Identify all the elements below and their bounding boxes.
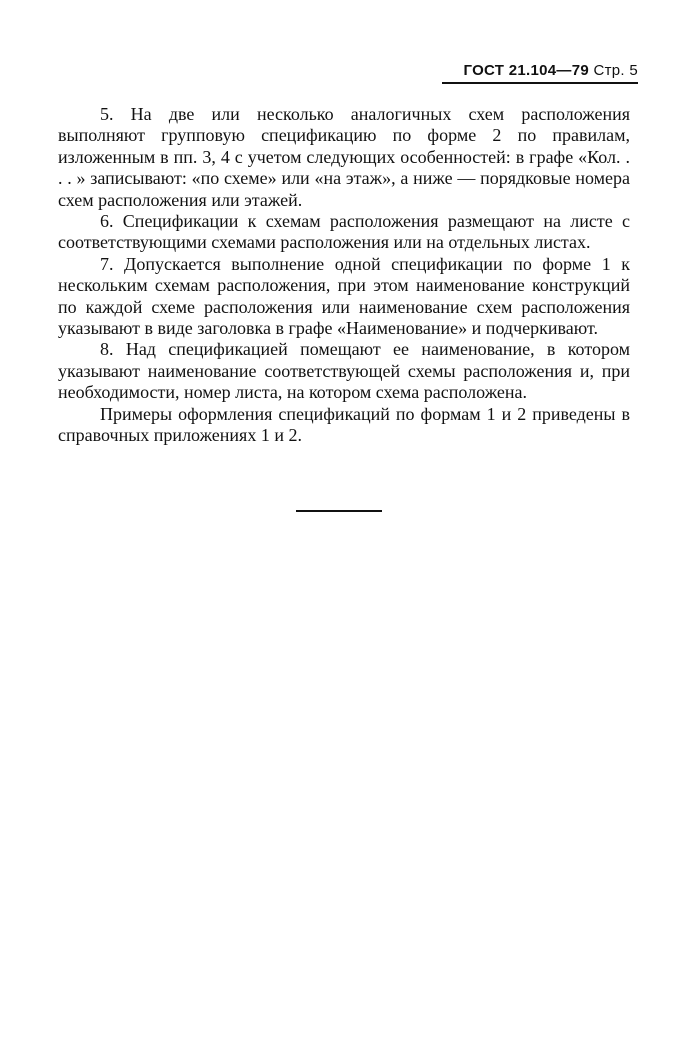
paragraph-8: 8. Над спецификацией помещают ее наименование, в котором указывают наименование соответствующей схемы расположения и, при необходимости, номер листа, на котором схема расположена. — [58, 339, 630, 403]
standard-number: ГОСТ 21.104—79 — [463, 62, 589, 79]
running-header — [442, 62, 638, 84]
page-number: Стр. 5 — [593, 62, 638, 79]
paragraph-5: 5. На две или несколько аналогичных схем расположения выполняют групповую спецификацию по форме 2 по правилам, изложенным в пп. 3, 4 с учетом следующих особенностей: в графе «Кол. . . . » записывают: «по схеме» или «на этаж», а ниже — порядковые номера схем расположения или этажей. — [58, 104, 630, 210]
paragraph-6: 6. Спецификации к схемам расположения размещают на листе с соответствующими схемами расположения или на отдельных листах. — [58, 211, 630, 253]
paragraph-7: 7. Допускается выполнение одной спецификации по форме 1 к нескольким схемам расположения, при этом наименование конструкций по каждой схеме расположения или наименование схем расположения указывают в виде заголовка в графе «Наименование» и подчеркивают. — [58, 253, 630, 339]
body-text — [58, 104, 630, 447]
paragraph-examples: Примеры оформления спецификаций по формам 1 и 2 приведены в справочных приложениях 1 и 2. — [58, 403, 630, 446]
end-divider — [296, 510, 382, 512]
